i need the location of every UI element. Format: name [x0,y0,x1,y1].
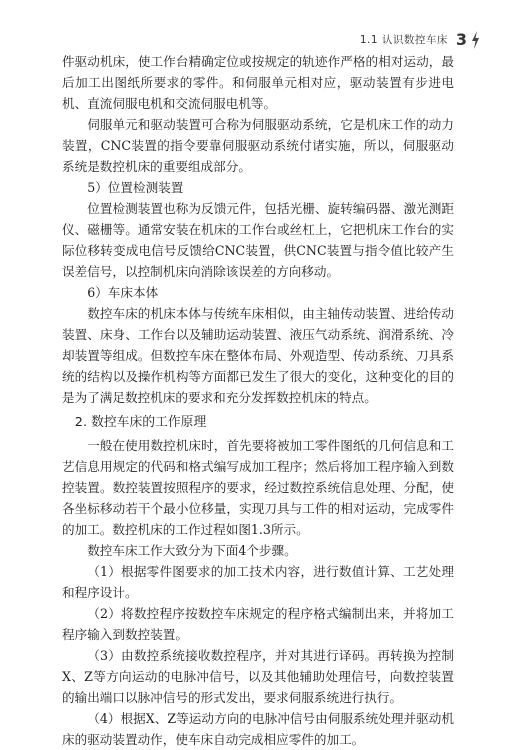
page-number: 3 [455,30,467,49]
step-3: （3）由数控系统接收数控程序，并对其进行译码。再转换为控制X、Z等方向运动的电脉冲信号，以及其他辅助处理信号，向数控装置的输出端口以脉冲信号的形式发出，要求伺服系统进行执行。 [62,648,454,705]
section-title: 1.1 认识数控车床 [359,34,448,46]
step-2: （2）将数控程序按数控车床规定的程序格式编制出来，并将加工程序输入到数控装置。 [62,606,454,642]
step-1: （1）根据零件图要求的加工技术内容，进行数值计算、工艺处理和程序设计。 [62,564,454,600]
paragraph-lathe-body: 数控车床的机床本体与传统车床相似，由主轴传动装置、进给传动装置、床身、工作台以及辅助运动装置、液压气动系统、润滑系统、冷却装置等组成。但数控车床在整体布局、外观造型、传动系统、刀具系统的结构以及操作机构等方面都已发生了很大的变化，这种变化的目的是为了满足数控机床的要求和充分发挥数控机床的特点。 [62,306,454,405]
subheading-lathe-body: 6）车床本体 [87,285,159,300]
paragraph-continued: 件驱动机床，使工作台精确定位或按规定的轨迹作严格的相对运动，最后加工出图纸所要求的零件。和伺服单元相对应，驱动装置有步进电机、直流伺服电机和交流伺服电机等。 [62,54,454,111]
paragraph-servo-system: 伺服单元和驱动装置可合称为伺服驱动系统，它是机床工作的动力装置，CNC装置的指令要靠伺服驱动系统付诸实施，所以，伺服驱动系统是数控机床的重要组成部分。 [62,117,454,174]
body-text [62,51,454,750]
subheading-position-detection: 5）位置检测装置 [87,180,184,195]
step-4: （4）根据X、Z等运动方向的电脉冲信号由伺服系统处理并驱动机床的驱动装置动作，使车床自动完成相应零件的加工。 [62,711,454,747]
paragraph-working-principle: 一般在使用数控机床时，首先要将被加工零件图纸的几何信息和工艺信息用规定的代码和格式编写成加工程序；然后将加工程序输入到数控装置。数控装置按照程序的要求，经过数控系统信息处理、分配，使各坐标移动若干个最小位移量，实现刀具与工件的相对运动，完成零件的加工。数控机床的工作过程如图1.3所示。 [62,438,454,537]
lightning-mark-icon [471,31,480,49]
paragraph-position-detection: 位置检测装置也称为反馈元件，包括光栅、旋转编码器、激光测距仪、磁栅等。通常安装在机床的工作台或丝杠上，它把机床工作台的实际位移转变成电信号反馈给CNC装置，供CNC装置与指令值比较产生误差信号，以控制机床向消除该误差的方向移动。 [62,201,454,279]
paragraph-steps-intro: 数控车床工作大致分为下面4个步骤。 [87,543,297,558]
section-heading-working-principle: 2. 数控车床的工作原理 [74,415,207,430]
running-header [360,30,480,49]
